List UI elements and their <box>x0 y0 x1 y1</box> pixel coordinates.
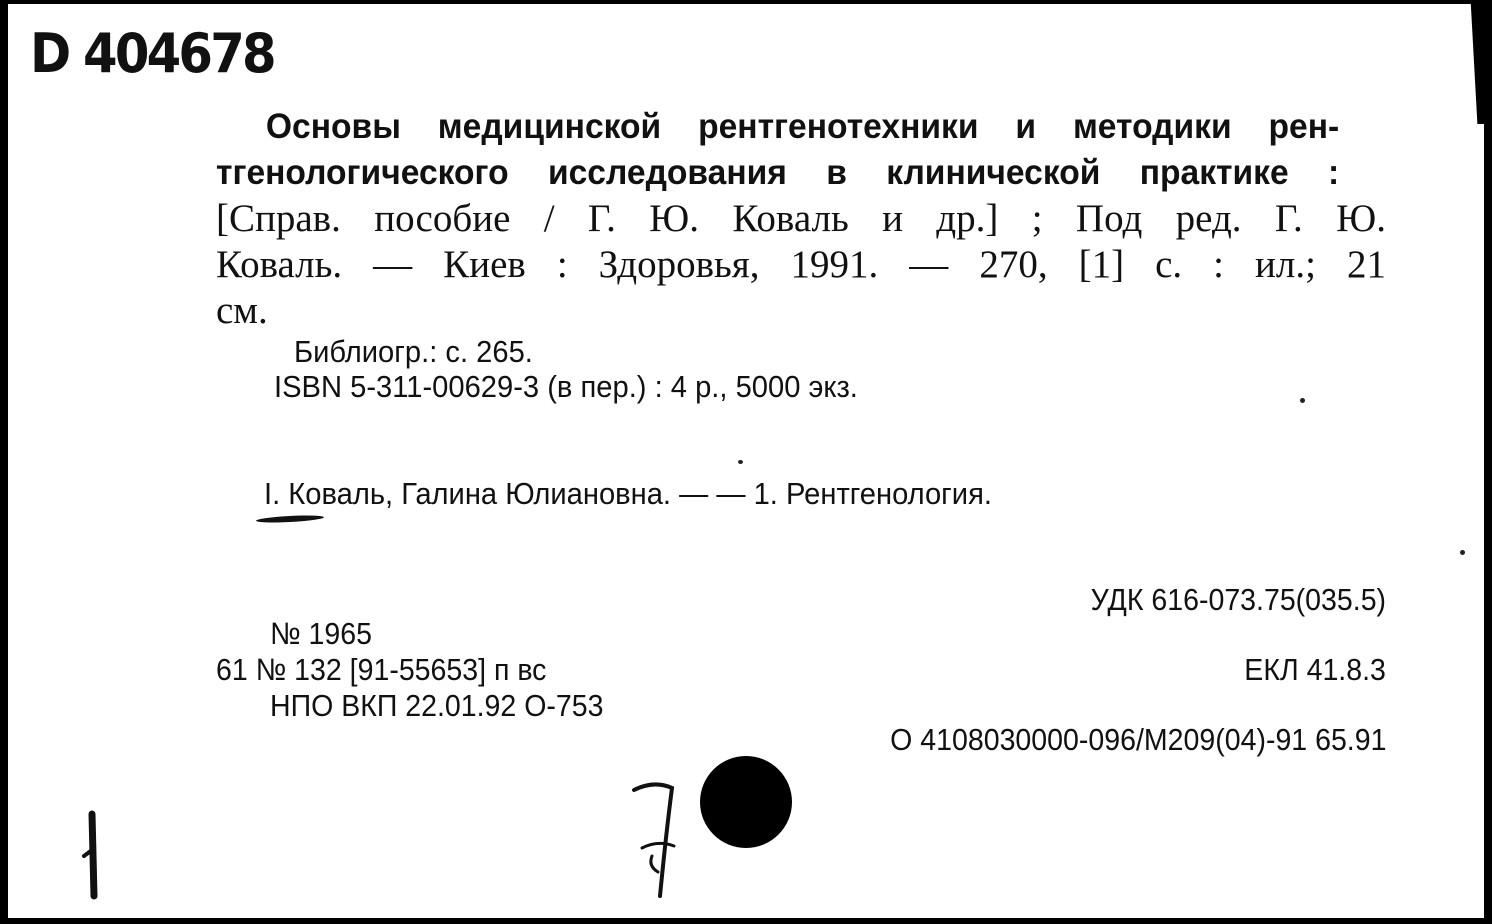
bibliography-note: Библиогр.: с. 265. <box>294 334 533 369</box>
ekl-code: ЕКЛ 41.8.3 <box>1244 652 1386 687</box>
isbn-line: ISBN 5-311-00629-3 (в пер.) : 4 р., 5000 экз. <box>274 369 858 404</box>
title-line-1: Основы медицинской рентгенотехники и методики рен- <box>265 107 1340 146</box>
title-line-2: тгенологического исследования в клинической практике : <box>216 153 1340 192</box>
speck <box>1300 398 1305 403</box>
handwritten-seven <box>620 774 690 904</box>
added-entries: I. Коваль, Галина Юлиановна. — — 1. Рентгенология. <box>264 476 992 511</box>
accession-number: D 404678 <box>30 22 274 85</box>
pen-underline-mark <box>256 514 324 524</box>
registry-number: № 1965 <box>270 616 372 651</box>
speck <box>1460 550 1465 555</box>
dimensions-line: см. <box>216 289 268 332</box>
udk-code: УДК 616-073.75(035.5) <box>1090 582 1386 617</box>
catalog-card <box>8 4 1484 918</box>
order-code: О 4108030000-096/М209(04)-91 65.91 <box>889 722 1386 757</box>
publication-line: Коваль. — Киев : Здоровья, 1991. — 270, [1] с. : ил.; 21 <box>216 243 1386 286</box>
responsibility-line-1: [Справ. пособие / Г. Ю. Коваль и др.] ; Под ред. Г. Ю. <box>216 197 1386 240</box>
bibliographic-record <box>216 104 1386 334</box>
punch-dot <box>700 756 792 848</box>
registry-line-2: 61 № 132 [91-55653] п вс <box>216 652 547 687</box>
speck <box>738 460 743 464</box>
registry-line-3: НПО ВКП 22.01.92 О-753 <box>270 688 604 723</box>
margin-mark <box>78 810 108 900</box>
